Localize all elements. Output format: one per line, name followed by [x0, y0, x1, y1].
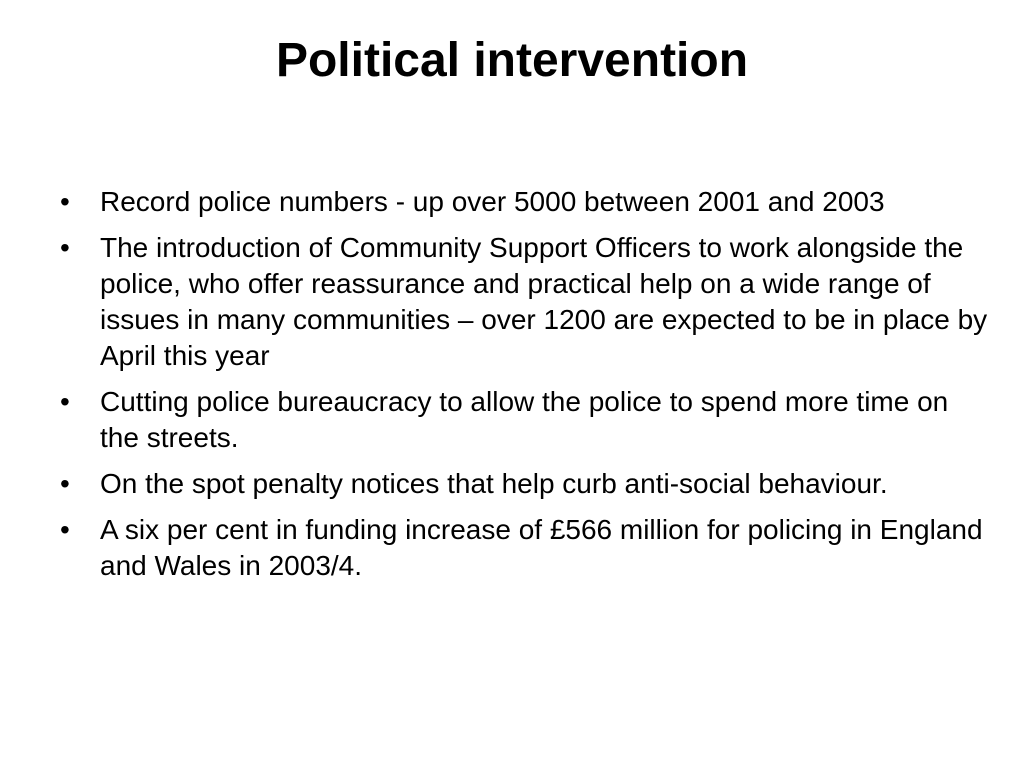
bullet-text: Cutting police bureaucracy to allow the police to spend more time on the streets. [100, 386, 949, 453]
bullet-text: A six per cent in funding increase of £566 million for policing in England and Wales in 2003/4. [100, 514, 983, 581]
bullet-item-funding-increase [60, 512, 990, 584]
bullet-icon: • [60, 186, 70, 217]
bullet-item-community-support-officers [60, 230, 990, 374]
bullet-item-police-numbers [60, 184, 990, 220]
bullet-text: On the spot penalty notices that help curb anti-social behaviour. [100, 468, 888, 499]
slide-title: Political intervention [275, 34, 749, 87]
bullet-text: The introduction of Community Support Officers to work alongside the police, who offer reassurance and practical help on a wide range of issues in many communities – over 1200 are expected to be in place by April this year [100, 232, 988, 371]
bullet-icon: • [60, 468, 70, 499]
bullet-icon: • [60, 232, 70, 263]
bullet-icon: • [60, 514, 70, 545]
bullet-item-penalty-notices [60, 466, 990, 502]
bullet-icon: • [60, 386, 70, 417]
bullet-list [60, 184, 990, 594]
bullet-item-bureaucracy [60, 384, 990, 456]
bullet-text: Record police numbers - up over 5000 between 2001 and 2003 [100, 186, 885, 217]
